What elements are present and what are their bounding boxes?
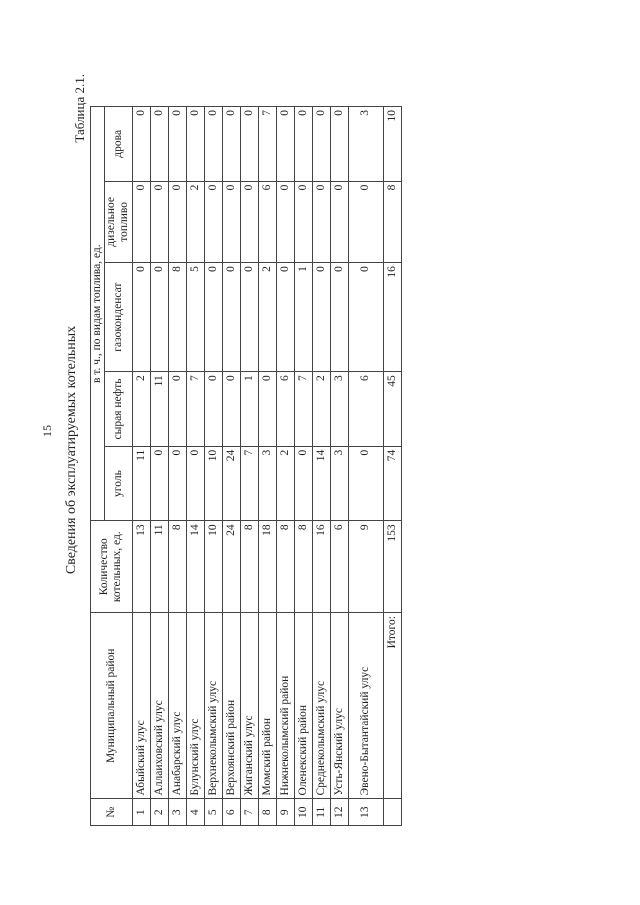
total-wood: 10 [383, 107, 401, 182]
diesel-count: 0 [276, 181, 294, 262]
coal-count: 2 [276, 446, 294, 521]
rotated-sheet [60, 50, 500, 850]
row-number: 9 [276, 799, 294, 826]
gas-count: 8 [168, 263, 186, 372]
table-title: Сведения об эксплуатируемых котельных [64, 325, 79, 575]
row-number: 1 [132, 799, 150, 826]
coal-count: 0 [150, 446, 168, 521]
wood-count: 0 [330, 107, 348, 182]
header-by-fuel: в т. ч., по видам топлива, ед. [91, 107, 105, 521]
coal-count: 24 [222, 446, 240, 521]
coal-count: 0 [186, 446, 204, 521]
district-name: Момский район [258, 613, 276, 799]
row-number: 2 [150, 799, 168, 826]
district-name: Верхоянский район [222, 613, 240, 799]
diesel-count: 0 [150, 181, 168, 262]
table-label: Таблица 2.1. [72, 74, 87, 143]
boiler-count: 8 [168, 521, 186, 613]
district-name: Усть-Янский улус [330, 613, 348, 799]
boiler-count: 9 [348, 521, 383, 613]
row-number: 8 [258, 799, 276, 826]
wood-count: 0 [276, 107, 294, 182]
oil-count: 2 [132, 372, 150, 447]
header-district: Муниципальный район [91, 613, 133, 799]
boiler-count: 11 [150, 521, 168, 613]
total-label: Итого: [383, 613, 401, 799]
district-name: Аллаиховский улус [150, 613, 168, 799]
header-gas-condensate: газоконденсат [105, 263, 132, 372]
coal-count: 3 [330, 446, 348, 521]
diesel-count: 6 [258, 181, 276, 262]
row-number: 12 [330, 799, 348, 826]
row-number: 6 [222, 799, 240, 826]
wood-count: 0 [186, 107, 204, 182]
oil-count: 3 [330, 372, 348, 447]
total-coal: 74 [383, 446, 401, 521]
boiler-count: 24 [222, 521, 240, 613]
diesel-count: 0 [294, 181, 312, 262]
boiler-count: 8 [240, 521, 258, 613]
total-gas: 16 [383, 263, 401, 372]
diesel-count: 0 [204, 181, 222, 262]
gas-count: 0 [312, 263, 330, 372]
oil-count: 1 [240, 372, 258, 447]
total-diesel: 8 [383, 181, 401, 262]
coal-count: 0 [348, 446, 383, 521]
wood-count: 0 [204, 107, 222, 182]
page-number: 15 [40, 425, 54, 437]
oil-count: 2 [312, 372, 330, 447]
wood-count: 0 [150, 107, 168, 182]
row-number: 3 [168, 799, 186, 826]
row-number: 7 [240, 799, 258, 826]
gas-count: 0 [348, 263, 383, 372]
coal-count: 11 [132, 446, 150, 521]
table-row [312, 107, 330, 826]
header-crude-oil: сырая нефть [105, 372, 132, 447]
district-name: Булунский улус [186, 613, 204, 799]
header-count: Количество котельных, ед. [91, 521, 133, 613]
table-row [348, 107, 383, 826]
diesel-count: 0 [168, 181, 186, 262]
wood-count: 7 [258, 107, 276, 182]
oil-count: 7 [294, 372, 312, 447]
table-row [186, 107, 204, 826]
oil-count: 11 [150, 372, 168, 447]
wood-count: 0 [312, 107, 330, 182]
oil-count: 6 [348, 372, 383, 447]
table-row [150, 107, 168, 826]
header-diesel: дизельное топливо [105, 181, 132, 262]
oil-count: 7 [186, 372, 204, 447]
district-name: Оленекский район [294, 613, 312, 799]
wood-count: 0 [132, 107, 150, 182]
wood-count: 0 [294, 107, 312, 182]
district-name: Среднеколымский улус [312, 613, 330, 799]
total-count: 153 [383, 521, 401, 613]
table-row [294, 107, 312, 826]
district-name: Абыйский улус [132, 613, 150, 799]
coal-count: 10 [204, 446, 222, 521]
coal-count: 3 [258, 446, 276, 521]
boiler-count: 14 [186, 521, 204, 613]
header-firewood: дрова [105, 107, 132, 182]
table-row [240, 107, 258, 826]
table-row [204, 107, 222, 826]
district-name: Анабарский улус [168, 613, 186, 799]
table-row [258, 107, 276, 826]
table-row [330, 107, 348, 826]
boiler-count: 10 [204, 521, 222, 613]
boiler-table [90, 106, 402, 826]
diesel-count: 0 [132, 181, 150, 262]
oil-count: 0 [204, 372, 222, 447]
header-num: № [91, 799, 133, 826]
district-name: Эвено-Бытантайский улус [348, 613, 383, 799]
gas-count: 2 [258, 263, 276, 372]
gas-count: 0 [150, 263, 168, 372]
boiler-count: 13 [132, 521, 150, 613]
table-row [168, 107, 186, 826]
diesel-count: 0 [348, 181, 383, 262]
coal-count: 14 [312, 446, 330, 521]
gas-count: 1 [294, 263, 312, 372]
diesel-count: 0 [330, 181, 348, 262]
table-row [222, 107, 240, 826]
district-name: Нижнеколымский район [276, 613, 294, 799]
diesel-count: 0 [312, 181, 330, 262]
gas-count: 0 [330, 263, 348, 372]
table-row [132, 107, 150, 826]
row-number: 4 [186, 799, 204, 826]
diesel-count: 2 [186, 181, 204, 262]
row-number: 13 [348, 799, 383, 826]
boiler-count: 16 [312, 521, 330, 613]
row-number: 10 [294, 799, 312, 826]
wood-count: 0 [240, 107, 258, 182]
wood-count: 0 [168, 107, 186, 182]
oil-count: 0 [222, 372, 240, 447]
gas-count: 0 [204, 263, 222, 372]
oil-count: 0 [168, 372, 186, 447]
gas-count: 0 [276, 263, 294, 372]
district-name: Жиганский улус [240, 613, 258, 799]
diesel-count: 0 [222, 181, 240, 262]
coal-count: 7 [240, 446, 258, 521]
coal-count: 0 [168, 446, 186, 521]
row-number: 11 [312, 799, 330, 826]
header-coal: уголь [105, 446, 132, 521]
oil-count: 6 [276, 372, 294, 447]
district-name: Верхнеколымский улус [204, 613, 222, 799]
boiler-count: 8 [294, 521, 312, 613]
diesel-count: 0 [240, 181, 258, 262]
row-number: 5 [204, 799, 222, 826]
wood-count: 3 [348, 107, 383, 182]
total-oil: 45 [383, 372, 401, 447]
table-row [276, 107, 294, 826]
boiler-count: 18 [258, 521, 276, 613]
total-row [383, 107, 401, 826]
total-num-cell [383, 799, 401, 826]
gas-count: 0 [132, 263, 150, 372]
oil-count: 0 [258, 372, 276, 447]
boiler-count: 6 [330, 521, 348, 613]
coal-count: 0 [294, 446, 312, 521]
boiler-count: 8 [276, 521, 294, 613]
gas-count: 5 [186, 263, 204, 372]
gas-count: 0 [222, 263, 240, 372]
gas-count: 0 [240, 263, 258, 372]
wood-count: 0 [222, 107, 240, 182]
